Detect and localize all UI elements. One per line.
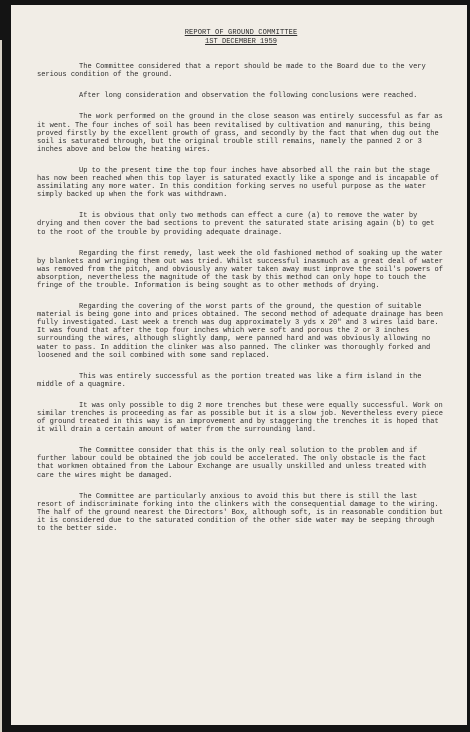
paragraph-8: This was entirely successful as the portion treated was like a firm island in the middle of a quagmire. (37, 372, 422, 389)
document-page (11, 5, 467, 725)
paragraph-11: The Committee are particularly anxious to avoid this but there is still the last resort of indiscriminate forking into the clinkers with the consequential damage to the wiring. The half of the ground nearest the Directors' Box, although soft, is in reasonable condition but it is considered due to the saturated condition of the other side water may be seeping through to the better side. (37, 492, 443, 534)
report-title: REPORT OF GROUND COMMITTEE (184, 29, 298, 37)
paragraph-4: Up to the present time the top four inches have absorbed all the rain but the stage has now been reached when this top layer is saturated exactly like a sponge and is incapable of assimilating any more water. In this condition forking serves no useful purpose as the water simply backed up when the fork was withdrawn. (37, 166, 439, 200)
paragraph-9: It was only possible to dig 2 more trenches but these were equally successful. Work on similar trenches is proceeding as far as possible but it is a slow job. Nevertheless every piece of ground treated in this way is an improvement and by staggering the trenches it is hoped that it will drain a certain amount of water from the surrounding land. (37, 401, 443, 435)
paragraph-10: The Committee consider that this is the only real solution to the problem and if further labour could be obtained the job could be accelerated. The only obstacle is the fact that workmen obtained from the Labour Exchange are usually unskilled and unless treated with care the wires might be damaged. (37, 447, 427, 480)
paragraph-7: Regarding the covering of the worst parts of the ground, the question of suitable material is being gone into and prices obtained. The second method of adequate drainage has been fully investigated. Last week a trench was dug approximately 3 yds x 20" and 3 wires laid bare. It was found that after the top four inches which were soft and porous the 2 or 3 inches surrounding the wires, although slightly damp, were panned hard and was obviously allowing no water to pass. In addition the clinker was also panned. The clinker was thoroughly forked and loosened and the soil combined with some sand replaced. (37, 303, 443, 360)
report-date: 1ST DECEMBER 1959 (205, 38, 277, 47)
paragraph-1: The Committee considered that a report should be made to the Board due to the very serious condition of the ground. (37, 63, 426, 80)
paragraph-3: The work performed on the ground in the close season was entirely successful as far as it went. The four inches of soil has been revitalised by cultivation and manuring, this being proved firstly by the excellent growth of grass, and secondly by the fact that when dug out the soil is saturated through, but the original trouble still remains, namely the panned 2 or 3 inches above and below the heating wires. (37, 113, 443, 154)
paragraph-2: After long consideration and observation the following conclusions were reached. (79, 92, 418, 101)
paragraph-6: Regarding the first remedy, last week the old fashioned method of soaking up the water by blankets and wringing them out was tried. Whilst successful inasmuch as a great deal of water was removed from the pitch, and obviously any water taken away must improve the soil's powers of absorption, nevertheless the magnitude of the task by this method can only hope to touch the fringe of the trouble. Information is being sought as to other methods of drying. (37, 249, 443, 290)
paragraph-5: It is obvious that only two methods can effect a cure (a) to remove the water by drying and then cover the bad sections to prevent the saturated state arising again (b) to get to the root of the trouble by providing adequate drainage. (37, 212, 435, 237)
scan-edge (0, 40, 2, 732)
